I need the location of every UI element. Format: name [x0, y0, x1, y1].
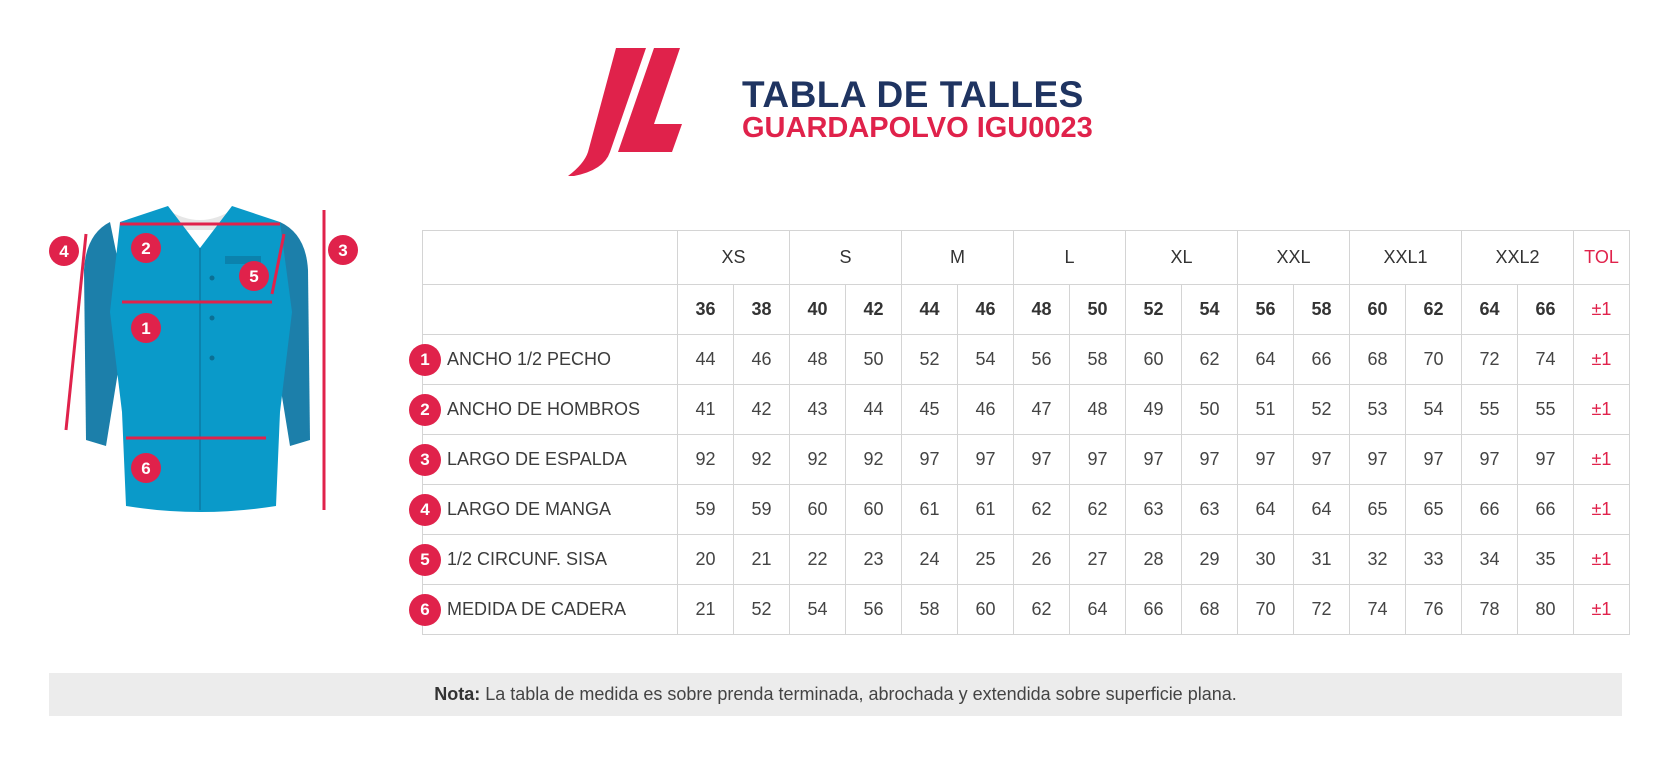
measurement-value: 74	[1518, 335, 1574, 385]
row-number-badge: 1	[409, 344, 441, 376]
note-text: La tabla de medida es sobre prenda terminada, abrochada y extendida sobre superficie plana.	[485, 684, 1237, 704]
page-title: TABLA DE TALLES	[742, 74, 1084, 115]
measurement-value: 59	[678, 485, 734, 535]
measurement-value: 51	[1238, 385, 1294, 435]
measurement-label-cell	[420, 485, 678, 535]
numeric-size-header: 60	[1350, 285, 1406, 335]
measurement-label-cell	[420, 585, 678, 635]
row-number-badge: 4	[409, 494, 441, 526]
measurement-value: 44	[678, 335, 734, 385]
measurement-value: 66	[1126, 585, 1182, 635]
measurement-value: 63	[1126, 485, 1182, 535]
numeric-size-header: 52	[1126, 285, 1182, 335]
measurement-value: 64	[1070, 585, 1126, 635]
measurement-value: 78	[1462, 585, 1518, 635]
measurement-value: 60	[1126, 335, 1182, 385]
measurement-value: 97	[1238, 435, 1294, 485]
measurement-value: 53	[1350, 385, 1406, 435]
marker-5	[239, 261, 269, 291]
row-number-badge: 2	[409, 394, 441, 426]
measurement-value: 54	[790, 585, 846, 635]
measurement-value: 97	[1462, 435, 1518, 485]
measurement-value: 21	[678, 585, 734, 635]
measurement-label: ANCHO 1/2 PECHO	[447, 349, 612, 369]
numeric-size-header: 48	[1014, 285, 1070, 335]
measurement-value: 97	[1014, 435, 1070, 485]
numeric-size-header: 56	[1238, 285, 1294, 335]
empty-header-cell	[423, 285, 678, 335]
garment-diagram	[40, 200, 370, 520]
row-number-badge: 3	[409, 444, 441, 476]
measurement-value: 62	[1182, 335, 1238, 385]
tolerance-value: ±1	[1574, 485, 1630, 535]
measurement-value: 92	[678, 435, 734, 485]
marker-6	[131, 453, 161, 483]
measurement-value: 55	[1518, 385, 1574, 435]
measurement-value: 63	[1182, 485, 1238, 535]
size-header: XL	[1126, 231, 1238, 285]
measurement-label-cell	[420, 335, 678, 385]
measurement-value: 58	[902, 585, 958, 635]
measurement-value: 61	[902, 485, 958, 535]
measurement-value: 97	[1518, 435, 1574, 485]
measurement-value: 97	[1182, 435, 1238, 485]
size-header: S	[790, 231, 902, 285]
numeric-size-header: 36	[678, 285, 734, 335]
measurement-value: 92	[790, 435, 846, 485]
numeric-size-header: 42	[846, 285, 902, 335]
size-header: XS	[678, 231, 790, 285]
measurement-row	[423, 535, 1630, 585]
measurement-value: 60	[790, 485, 846, 535]
measurement-label: MEDIDA DE CADERA	[447, 599, 627, 619]
measurement-value: 97	[1406, 435, 1462, 485]
size-name-header-row	[423, 231, 1630, 285]
measurement-value: 30	[1238, 535, 1294, 585]
measurement-value: 35	[1518, 535, 1574, 585]
measurement-value: 65	[1406, 485, 1462, 535]
jl-logo	[568, 48, 688, 176]
svg-text:2: 2	[141, 239, 151, 258]
measurement-value: 92	[846, 435, 902, 485]
measurement-value: 97	[1126, 435, 1182, 485]
numeric-size-header: 44	[902, 285, 958, 335]
measurement-label: ANCHO DE HOMBROS	[447, 399, 641, 419]
marker-3	[328, 235, 358, 265]
measurement-value: 70	[1238, 585, 1294, 635]
measurement-value: 33	[1406, 535, 1462, 585]
measurement-value: 21	[734, 535, 790, 585]
measurement-value: 60	[958, 585, 1014, 635]
measurement-value: 44	[846, 385, 902, 435]
numeric-size-header: 50	[1070, 285, 1126, 335]
tolerance-value: ±1	[1574, 385, 1630, 435]
measurement-value: 24	[902, 535, 958, 585]
note-bar	[49, 673, 1622, 716]
size-header: L	[1014, 231, 1126, 285]
measurement-value: 62	[1014, 585, 1070, 635]
tolerance-value: ±1	[1574, 435, 1630, 485]
marker-1	[131, 313, 161, 343]
measurement-value: 65	[1350, 485, 1406, 535]
measurement-value: 59	[734, 485, 790, 535]
measurement-value: 50	[846, 335, 902, 385]
measurement-value: 20	[678, 535, 734, 585]
measurement-value: 41	[678, 385, 734, 435]
numeric-size-header: 58	[1294, 285, 1350, 335]
svg-text:4: 4	[59, 242, 69, 261]
row-number-badge: 6	[409, 594, 441, 626]
note-label: Nota:	[434, 684, 481, 704]
measurement-value: 29	[1182, 535, 1238, 585]
measurement-value: 28	[1126, 535, 1182, 585]
measurement-value: 48	[790, 335, 846, 385]
measurement-value: 52	[734, 585, 790, 635]
measurement-value: 52	[1294, 385, 1350, 435]
svg-text:6: 6	[141, 459, 151, 478]
measurement-value: 56	[846, 585, 902, 635]
measurement-value: 27	[1070, 535, 1126, 585]
measurement-value: 56	[1014, 335, 1070, 385]
measurement-value: 74	[1350, 585, 1406, 635]
numeric-size-header: 54	[1182, 285, 1238, 335]
measurement-value: 70	[1406, 335, 1462, 385]
measurement-value: 52	[902, 335, 958, 385]
measurement-value: 97	[958, 435, 1014, 485]
marker-2	[131, 233, 161, 263]
measurement-value: 43	[790, 385, 846, 435]
measurement-label-cell	[420, 435, 678, 485]
measurement-value: 64	[1238, 485, 1294, 535]
measurement-value: 76	[1406, 585, 1462, 635]
numeric-size-header: 38	[734, 285, 790, 335]
measurement-row	[423, 585, 1630, 635]
tolerance-value: ±1	[1574, 335, 1630, 385]
measurement-value: 66	[1294, 335, 1350, 385]
measurement-value: 32	[1350, 535, 1406, 585]
measurement-value: 25	[958, 535, 1014, 585]
measurement-value: 66	[1462, 485, 1518, 535]
measurement-value: 45	[902, 385, 958, 435]
measurement-value: 97	[1294, 435, 1350, 485]
measurement-value: 61	[958, 485, 1014, 535]
measurement-label: 1/2 CIRCUNF. SISA	[447, 549, 608, 569]
measurement-row	[423, 335, 1630, 385]
tolerance-value: ±1	[1574, 585, 1630, 635]
measurement-value: 62	[1014, 485, 1070, 535]
tol-value: ±1	[1574, 285, 1630, 335]
tolerance-value: ±1	[1574, 535, 1630, 585]
numeric-size-header: 46	[958, 285, 1014, 335]
measurement-value: 54	[958, 335, 1014, 385]
product-subtitle: GUARDAPOLVO IGU0023	[742, 112, 1093, 144]
measurement-value: 64	[1294, 485, 1350, 535]
size-header: XXL1	[1350, 231, 1462, 285]
measurement-value: 72	[1294, 585, 1350, 635]
measurement-value: 46	[958, 385, 1014, 435]
row-number-badge: 5	[409, 544, 441, 576]
measurement-label: LARGO DE MANGA	[447, 499, 612, 519]
measurement-value: 48	[1070, 385, 1126, 435]
empty-header-cell	[423, 231, 678, 285]
measurement-value: 60	[846, 485, 902, 535]
svg-text:1: 1	[141, 319, 151, 338]
measurement-value: 97	[1350, 435, 1406, 485]
measurement-value: 34	[1462, 535, 1518, 585]
measurement-label-cell	[420, 535, 678, 585]
numeric-size-header-row	[423, 285, 1630, 335]
measurement-value: 49	[1126, 385, 1182, 435]
measurement-value: 80	[1518, 585, 1574, 635]
measurement-row	[423, 485, 1630, 535]
measurement-value: 92	[734, 435, 790, 485]
marker-4	[49, 236, 79, 266]
measurement-value: 97	[1070, 435, 1126, 485]
measurement-value: 72	[1462, 335, 1518, 385]
measurement-value: 23	[846, 535, 902, 585]
measurement-value: 50	[1182, 385, 1238, 435]
svg-text:3: 3	[338, 241, 348, 260]
measurement-value: 97	[902, 435, 958, 485]
svg-text:5: 5	[249, 267, 259, 286]
measurement-value: 54	[1406, 385, 1462, 435]
measurement-value: 62	[1070, 485, 1126, 535]
measurement-value: 58	[1070, 335, 1126, 385]
measurement-value: 31	[1294, 535, 1350, 585]
measurement-row	[423, 385, 1630, 435]
measurement-rows	[420, 335, 1630, 635]
numeric-size-header: 66	[1518, 285, 1574, 335]
numeric-size-header: 64	[1462, 285, 1518, 335]
numeric-size-header: 40	[790, 285, 846, 335]
numeric-size-header: 62	[1406, 285, 1462, 335]
measurement-value: 64	[1238, 335, 1294, 385]
measurement-row	[423, 435, 1630, 485]
size-table	[422, 230, 1630, 635]
tol-header: TOL	[1574, 231, 1630, 285]
size-header: XXL	[1238, 231, 1350, 285]
measurement-label-cell	[420, 385, 678, 435]
size-header: XXL2	[1462, 231, 1574, 285]
measurement-value: 68	[1350, 335, 1406, 385]
measurement-value: 47	[1014, 385, 1070, 435]
measurement-value: 66	[1518, 485, 1574, 535]
measurement-value: 68	[1182, 585, 1238, 635]
measurement-value: 22	[790, 535, 846, 585]
measurement-label: LARGO DE ESPALDA	[447, 449, 627, 469]
measurement-value: 26	[1014, 535, 1070, 585]
size-header: M	[902, 231, 1014, 285]
measurement-value: 46	[734, 335, 790, 385]
measurement-value: 55	[1462, 385, 1518, 435]
measurement-value: 42	[734, 385, 790, 435]
